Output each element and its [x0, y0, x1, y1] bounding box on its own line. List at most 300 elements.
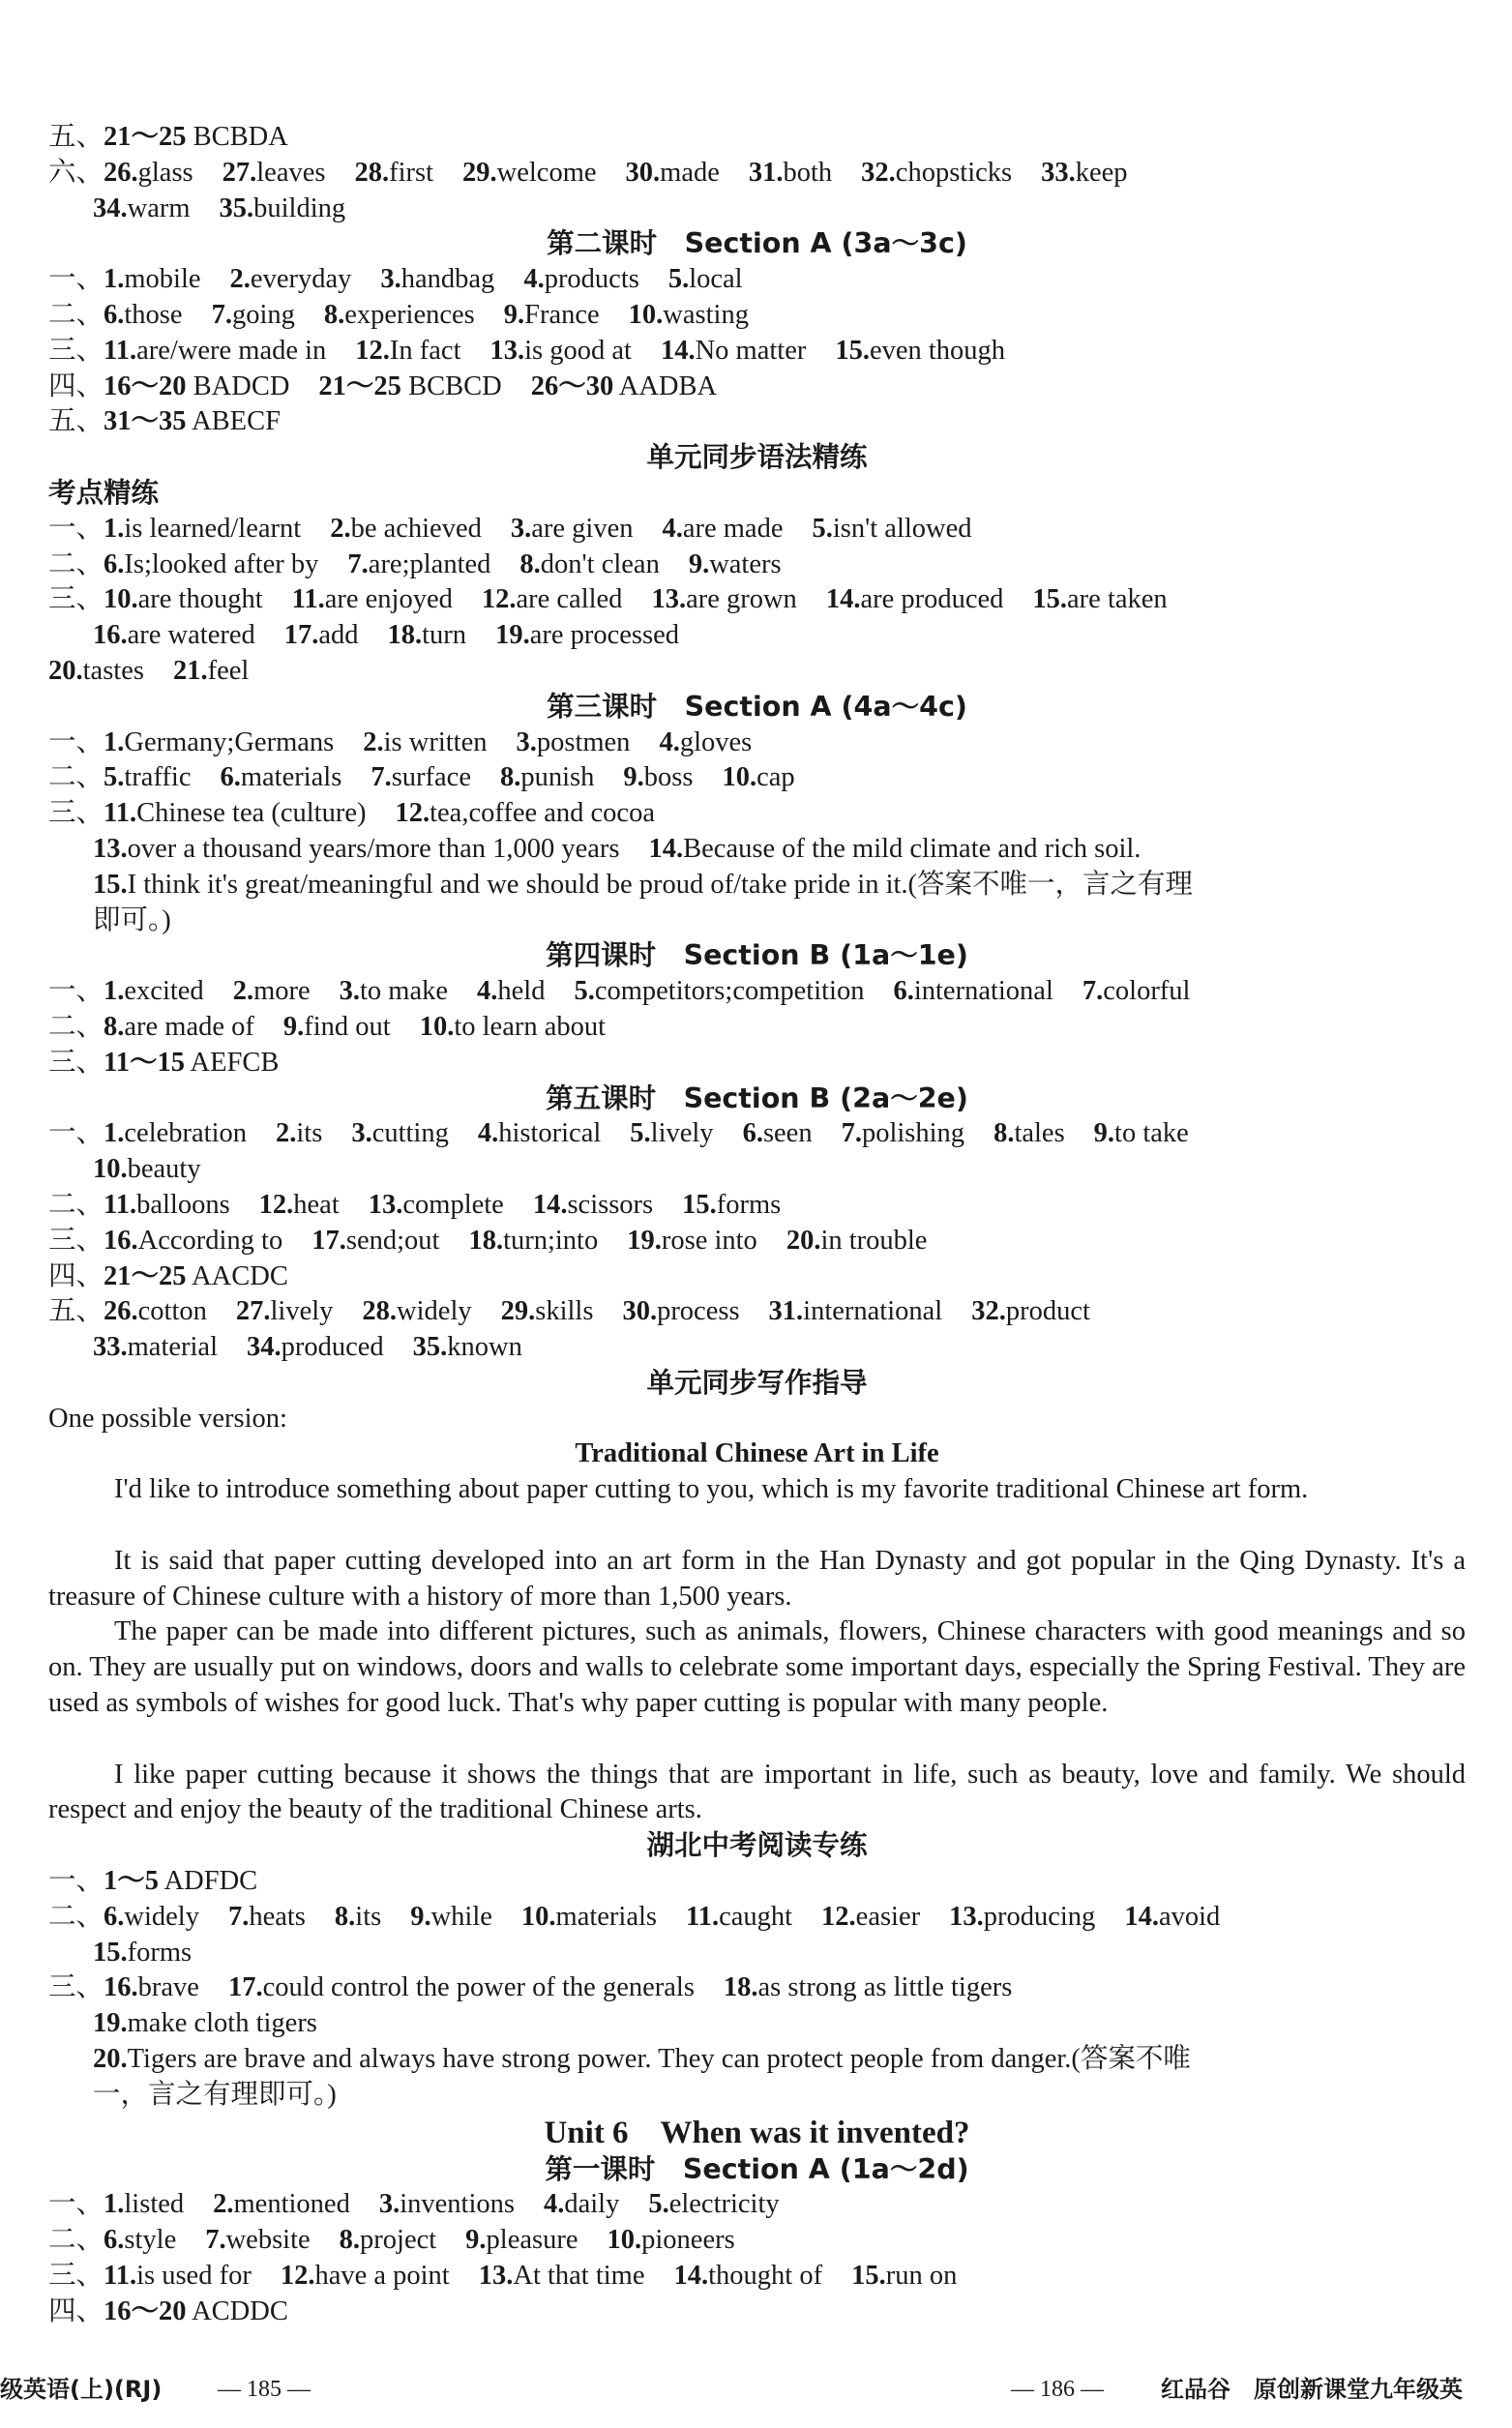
answer-item: [531, 370, 717, 405]
part-label: 二、: [48, 1189, 104, 1220]
answer-text: both: [783, 157, 833, 188]
part-label: 五、: [48, 1296, 104, 1327]
answer-item: [93, 868, 1193, 903]
answer-item: [993, 1116, 1065, 1152]
question-number: 20.: [48, 655, 83, 686]
answer-text: heats: [249, 1901, 306, 1932]
question-number: 21～25: [104, 122, 187, 152]
answer-item: [213, 2187, 350, 2223]
answer-item: [93, 832, 620, 868]
answer-item: [104, 760, 191, 796]
answer-text: project: [360, 2225, 437, 2256]
answer-text: mentioned: [233, 2189, 350, 2220]
answer-text: AEFCB: [184, 1047, 280, 1078]
answer-text: welcome: [496, 157, 597, 188]
answer-item: [363, 725, 487, 761]
answer-line: [48, 868, 1466, 903]
part-label: 六、: [48, 157, 104, 188]
answer-line: [48, 1188, 1466, 1224]
question-number: 9.: [465, 2225, 487, 2256]
answer-text: forms: [716, 1189, 782, 1220]
answer-text: cotton: [137, 1296, 207, 1327]
page-number-left: — 185 —: [218, 2377, 311, 2402]
answer-line: [48, 1259, 1466, 1295]
answer-text: to take: [1114, 1118, 1189, 1149]
answer-text: process: [657, 1296, 740, 1327]
question-number: 13.: [949, 1901, 984, 1932]
question-number: 29.: [500, 1296, 536, 1327]
answer-text: widely: [397, 1296, 472, 1327]
answer-line: [48, 404, 1466, 440]
answer-item: [311, 1224, 439, 1259]
essay-paragraph: It is said that paper cutting developed into an art form in the Han Dynasty and got popular in the Qing Dynasty. It's a treasure of Chinese culture with a history of more than 1,500 years.: [48, 1545, 1466, 1612]
answer-line: [48, 334, 1466, 370]
answer-item: [501, 1294, 594, 1330]
answer-item: [689, 548, 782, 583]
question-number: 19.: [93, 2008, 128, 2039]
answer-item: [104, 2223, 176, 2259]
answer-item: [388, 618, 467, 654]
question-number: 35.: [219, 192, 254, 223]
answer-text: are given: [531, 513, 634, 544]
answer-text: forms: [127, 1937, 193, 1968]
answer-text: lively: [270, 1296, 334, 1327]
answer-text: run on: [885, 2261, 958, 2292]
answer-item: [281, 2259, 450, 2295]
answer-text: material: [127, 1332, 218, 1363]
question-number: 29.: [462, 157, 497, 188]
answer-text: made: [660, 157, 720, 188]
answer-line: [48, 618, 1466, 654]
question-number: 18.: [723, 1972, 758, 2003]
answer-text: international: [803, 1296, 943, 1327]
answer-line: [48, 1900, 1466, 1936]
answer-text: historical: [498, 1118, 602, 1149]
answer-text: are made of: [124, 1011, 254, 1042]
part-label: 三、: [48, 1047, 104, 1078]
answer-text: product: [1005, 1296, 1090, 1327]
question-number: 9.: [503, 299, 525, 330]
answer-text: easier: [855, 1901, 921, 1932]
answer-item: [648, 2187, 779, 2223]
answer-item: [1041, 156, 1127, 192]
answer-item: [247, 1330, 384, 1366]
answer-item: [104, 582, 263, 618]
answer-item: [324, 298, 475, 334]
answer-item: [93, 1936, 192, 1971]
question-number: 2.: [363, 726, 384, 757]
answer-line: [48, 2259, 1466, 2295]
answer-item: [220, 760, 341, 796]
question-number: 15.: [93, 869, 128, 900]
answer-text: According to: [137, 1225, 283, 1256]
question-number: 14.: [673, 2261, 709, 2292]
answer-item: [104, 404, 281, 440]
answer-item: [516, 725, 630, 761]
answer-item: [380, 262, 494, 298]
question-number: 7.: [227, 1901, 250, 1932]
answer-item: [661, 334, 806, 370]
answer-item: [749, 156, 832, 192]
answer-text: France: [524, 299, 600, 330]
question-number: 14.: [825, 584, 861, 615]
answer-item: [104, 334, 326, 370]
answer-item: [355, 334, 460, 370]
answer-text: materials: [555, 1901, 658, 1932]
answer-text: balloons: [136, 1189, 230, 1220]
answer-item: [630, 1116, 713, 1152]
answer-item: [104, 974, 204, 1010]
answer-item: [354, 156, 433, 192]
question-number: 3.: [339, 976, 360, 1007]
answer-text: electricity: [668, 2189, 780, 2220]
question-number: 8.: [323, 299, 345, 330]
answer-item: [482, 582, 623, 618]
question-number: 27.: [235, 1296, 271, 1327]
answer-item: [971, 1294, 1090, 1330]
answer-text: heat: [293, 1189, 340, 1220]
answer-text: producing: [983, 1901, 1096, 1932]
answer-text: are thought: [137, 584, 263, 615]
page-number-right: — 186 —: [1011, 2377, 1104, 2402]
question-number: 34.: [247, 1332, 282, 1363]
answer-item: [662, 512, 783, 548]
question-number: 5.: [812, 513, 833, 544]
answer-line: [48, 1116, 1466, 1152]
answer-text: Tigers are brave and always have strong power. They can protect people from danger.(答案不唯: [127, 2044, 1191, 2075]
question-number: 9.: [623, 762, 644, 793]
answer-line: [48, 2042, 1466, 2078]
answer-text: be achieved: [350, 513, 482, 544]
part-label: 五、: [48, 406, 104, 437]
answer-line: [48, 582, 1466, 618]
question-number: 1.: [104, 264, 125, 295]
part-label: 二、: [48, 548, 104, 579]
answer-text: those: [124, 299, 183, 330]
question-number: 3.: [351, 1118, 372, 1149]
answer-line: [48, 298, 1466, 334]
question-number: 15.: [1032, 584, 1068, 615]
question-number: 2.: [276, 1118, 297, 1149]
answer-text: feel: [207, 655, 250, 686]
answer-line: [48, 1936, 1466, 1971]
answer-item: [104, 1046, 279, 1081]
answer-item: [477, 974, 545, 1010]
question-number: 16.: [104, 1225, 138, 1256]
question-number: 7.: [211, 299, 232, 330]
question-number: 20.: [786, 1225, 821, 1256]
answer-text: building: [253, 192, 346, 223]
essay-paragraph: I like paper cutting because it shows the things that are important in life, such as beauty, love and family. We should respect and enjoy the beauty of the traditional Chinese arts.: [48, 1759, 1466, 1825]
answer-item: [335, 1900, 381, 1936]
question-number: 17.: [283, 620, 319, 651]
answer-text: At that time: [513, 2261, 645, 2292]
part-label: 一、: [48, 726, 104, 757]
question-number: 2.: [232, 976, 254, 1007]
answer-text: turn;into: [503, 1225, 599, 1256]
answer-text: competitors;competition: [594, 976, 865, 1007]
answer-text: punish: [520, 762, 595, 793]
question-number: 7.: [205, 2225, 226, 2256]
answer-item: [222, 156, 326, 192]
answer-item: [521, 1900, 657, 1936]
answer-line: [48, 1224, 1466, 1259]
question-number: 1.: [104, 2189, 125, 2220]
answer-item: [104, 156, 193, 192]
question-number: 14.: [1124, 1901, 1159, 1932]
part-label: 一、: [48, 976, 104, 1007]
answer-item: [812, 512, 971, 548]
answer-item: [722, 760, 794, 796]
answer-line: [48, 796, 1466, 832]
answer-item: [236, 1294, 334, 1330]
part-label: 四、: [48, 370, 104, 401]
question-number: 33.: [1041, 157, 1076, 188]
answer-text: BADCD: [186, 370, 290, 401]
answer-text: is written: [383, 726, 488, 757]
answer-text: scissors: [567, 1189, 654, 1220]
question-number: 32.: [971, 1296, 1006, 1327]
answer-item: [104, 298, 183, 334]
answer-text: cutting: [371, 1118, 449, 1149]
question-number: 11.: [104, 798, 137, 829]
answer-line: [48, 725, 1466, 761]
section-heading: 第四课时 Section B (1a～1e): [546, 939, 968, 972]
question-number: 6.: [104, 1901, 125, 1932]
answer-item: [410, 1900, 492, 1936]
answer-line: [48, 262, 1466, 298]
answer-item: [104, 1010, 254, 1046]
part-label: 三、: [48, 798, 104, 829]
question-number: 26.: [104, 157, 138, 188]
question-number: 17.: [227, 1972, 263, 2003]
answer-item: [893, 974, 1052, 1010]
answer-text: to make: [360, 976, 449, 1007]
answer-text: find out: [304, 1011, 391, 1042]
question-number: 4.: [662, 513, 683, 544]
answer-item: [724, 1970, 1012, 2006]
question-number: 8.: [334, 1901, 356, 1932]
answer-item: [608, 2223, 735, 2259]
answer-item: [104, 1224, 282, 1259]
question-number: 8.: [339, 2225, 361, 2256]
question-number: 12.: [258, 1189, 294, 1220]
answer-text: traffic: [124, 762, 192, 793]
answer-text: surface: [391, 762, 471, 793]
question-number: 21.: [172, 655, 208, 686]
answer-item: [420, 1010, 606, 1046]
question-number: 13.: [93, 833, 128, 864]
question-number: 12.: [280, 2261, 315, 2292]
question-number: 10.: [93, 1154, 128, 1185]
answer-line: [48, 1402, 1466, 1437]
answer-text: its: [355, 1901, 382, 1932]
answer-text: are produced: [860, 584, 1004, 615]
answer-item: [104, 1259, 288, 1295]
answer-item: [104, 2259, 252, 2295]
answer-text: are processed: [529, 620, 679, 651]
answer-item: [623, 760, 693, 796]
question-number: 16～20: [104, 2295, 187, 2326]
question-number: 21～25: [318, 370, 401, 401]
question-number: 31～35: [104, 406, 187, 437]
answer-line: [48, 2223, 1466, 2259]
answer-text: are made: [682, 513, 784, 544]
continuation-text: 一，言之有理即可。): [93, 2079, 337, 2110]
answer-item: [104, 1864, 257, 1900]
question-number: 13.: [651, 584, 687, 615]
question-number: 28.: [354, 157, 390, 188]
answer-text: style: [124, 2225, 177, 2256]
answer-line: [48, 1046, 1466, 1081]
question-number: 26.: [104, 1296, 138, 1327]
answer-line: [48, 1152, 1466, 1188]
question-number: 4.: [659, 726, 680, 757]
question-number: 6.: [893, 976, 914, 1007]
question-number: 1.: [104, 726, 125, 757]
answer-item: [369, 1188, 504, 1224]
answer-text: thought of: [708, 2261, 823, 2292]
answer-item: [519, 548, 659, 583]
answer-item: [347, 548, 490, 583]
answer-text: turn: [422, 620, 467, 651]
answer-text: experiences: [344, 299, 475, 330]
answer-text: pioneers: [641, 2225, 735, 2256]
essay-paragraph: The paper can be made into different pictures, such as animals, flowers, Chinese characters with good meanings and so on. They are usually put on windows, doors and walls to celebrate some important days, especially the Spring Festival. They are used as symbols of wishes for good luck. That's why paper cutting is popular with many people.: [48, 1616, 1466, 1719]
section-heading: 第五课时 Section B (2a～2e): [546, 1081, 968, 1114]
answer-text: first: [389, 157, 434, 188]
answer-text: lively: [650, 1118, 714, 1149]
question-number: 31.: [748, 157, 784, 188]
answer-text: are/were made in: [136, 335, 327, 366]
part-label: 一、: [48, 264, 104, 295]
answer-text: have a point: [314, 2261, 450, 2292]
answer-line: [48, 370, 1466, 405]
answer-item: [786, 1224, 928, 1259]
answer-text: are;planted: [368, 548, 491, 579]
question-number: 5.: [104, 762, 125, 793]
unit-title: Unit 6 When was it invented?: [544, 2115, 970, 2150]
question-number: 4.: [477, 1118, 499, 1149]
answer-text: colorful: [1103, 976, 1191, 1007]
answer-text: don't clean: [540, 548, 660, 579]
question-number: 4.: [523, 264, 545, 295]
answer-text: are taken: [1067, 584, 1168, 615]
question-number: 5.: [667, 264, 690, 295]
question-number: 20.: [93, 2044, 128, 2075]
question-number: 4.: [477, 976, 498, 1007]
question-number: 12.: [481, 584, 517, 615]
question-number: 5.: [574, 976, 595, 1007]
question-number: 1.: [104, 976, 125, 1007]
answer-text: BCBDA: [186, 122, 288, 152]
answer-item: [1124, 1900, 1220, 1936]
answer-item: [93, 618, 255, 654]
answer-text: over a thousand years/more than 1,000 years: [127, 833, 620, 864]
answer-item: [686, 1900, 792, 1936]
answer-item: [48, 654, 144, 690]
question-number: 12.: [821, 1901, 856, 1932]
answer-item: [104, 1970, 199, 2006]
answer-line: [48, 2187, 1466, 2223]
part-label: 二、: [48, 762, 104, 793]
answer-text: are called: [516, 584, 623, 615]
question-number: 26～30: [530, 370, 614, 401]
answer-text: avoid: [1158, 1901, 1221, 1932]
answer-text: AACDC: [186, 1260, 288, 1291]
question-number: 3.: [516, 726, 537, 757]
answer-item: [93, 2042, 1191, 2078]
answer-item: [533, 1188, 653, 1224]
answer-item: [495, 618, 679, 654]
answer-text: daily: [564, 2189, 620, 2220]
part-label: 三、: [48, 335, 104, 366]
question-number: 28.: [362, 1296, 398, 1327]
answer-text: wasting: [663, 299, 749, 330]
answer-text: ABECF: [186, 406, 281, 437]
question-number: 10.: [104, 584, 138, 615]
answer-item: [626, 156, 720, 192]
answer-item: [1082, 974, 1191, 1010]
question-number: 3.: [380, 264, 401, 295]
answer-text: seen: [762, 1118, 813, 1149]
question-number: 6.: [104, 2225, 125, 2256]
answer-text: international: [913, 976, 1053, 1007]
answer-item: [284, 618, 359, 654]
part-label: 五、: [48, 122, 104, 152]
answer-item: [351, 1116, 449, 1152]
question-number: 13.: [368, 1189, 403, 1220]
question-number: 12.: [355, 335, 390, 366]
answer-item: [651, 582, 796, 618]
section-heading: 单元同步语法精练: [646, 441, 868, 474]
answer-item: [330, 512, 482, 548]
answer-line: [48, 156, 1466, 192]
answer-text: beauty: [127, 1154, 201, 1185]
answer-line: [48, 1330, 1466, 1366]
question-number: 27.: [222, 157, 257, 188]
question-number: 4.: [543, 2189, 565, 2220]
question-number: 30.: [625, 157, 661, 188]
question-number: 15.: [835, 335, 870, 366]
answer-item: [104, 725, 334, 761]
answer-text: to learn about: [454, 1011, 607, 1042]
question-number: 2.: [213, 2189, 234, 2220]
answer-text: inventions: [400, 2189, 515, 2220]
question-number: 9.: [410, 1901, 431, 1932]
answer-item: [511, 512, 634, 548]
part-label: 一、: [48, 513, 104, 544]
answer-item: [104, 1294, 207, 1330]
answer-text: tastes: [82, 655, 144, 686]
answer-item: [413, 1330, 522, 1366]
question-number: 6.: [742, 1118, 763, 1149]
answer-item: [340, 974, 448, 1010]
part-label: 三、: [48, 2261, 104, 2292]
answer-text: Chinese tea (culture): [136, 798, 367, 829]
answer-item: [371, 760, 471, 796]
part-label: 二、: [48, 299, 104, 330]
question-number: 10.: [722, 762, 757, 793]
answer-item: [478, 1116, 601, 1152]
answer-item: [104, 2187, 184, 2223]
answer-line: [48, 2006, 1466, 2042]
continuation-text: One possible version:: [48, 1403, 287, 1434]
answer-item: [233, 974, 311, 1010]
question-number: 6.: [220, 762, 241, 793]
question-number: 11.: [686, 1901, 720, 1932]
answer-item: [861, 156, 1012, 192]
